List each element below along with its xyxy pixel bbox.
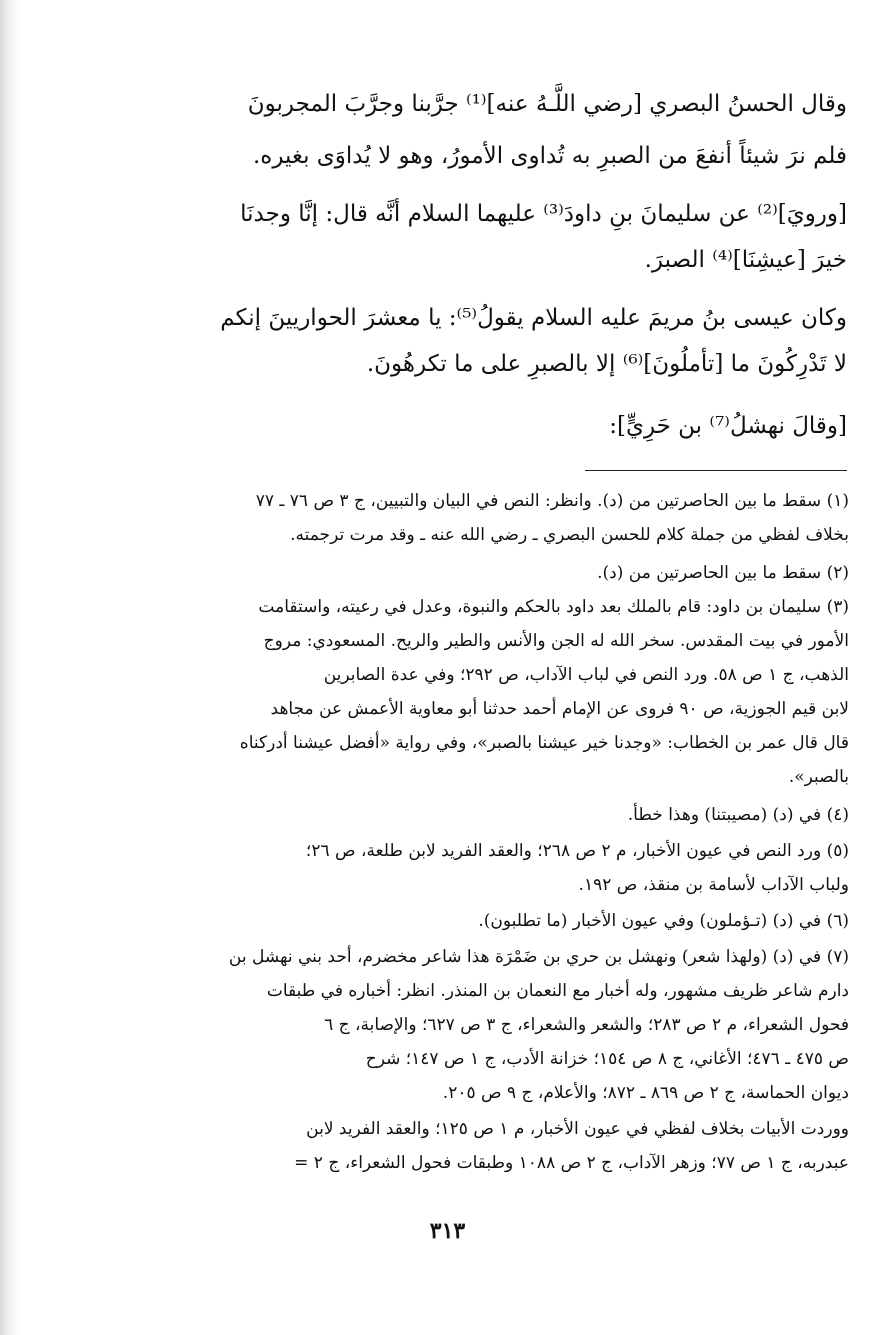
page-number: ٣١٣ bbox=[429, 1218, 466, 1244]
footnote-line: (٤) في (د) (مصيبتنا) وهذا خطأ. bbox=[627, 805, 849, 825]
main-line: وقال الحسنُ البصري [رضي اللَّـهُ عنه]⁽¹⁾ جرَّبنا وجرَّبَ المجربونَ bbox=[247, 91, 847, 117]
main-line: [ورويَ]⁽²⁾ عن سليمانَ بنِ داودَ⁽³⁾ عليهما السلام أنَّه قال: إنَّا وجدنَا bbox=[240, 201, 847, 227]
footnote-line: (٧) في (د) (ولهذا شعر) ونهشل بن حري بن ضَمْرَة هذا شاعر مخضرم، أحد بني نهشل بن bbox=[228, 947, 849, 967]
footnote-line: (١) سقط ما بين الحاصرتين من (د). وانظر: النص في البيان والتبيين، ج ٣ ص ٧٦ ـ ٧٧ bbox=[255, 491, 849, 511]
main-line: لا تَدْرِكُونَ ما [تأملُونَ]⁽⁶⁾ إلا بالصبرِ على ما تكرهُونَ. bbox=[366, 351, 847, 377]
main-line: وكان عيسى بنُ مريمَ عليه السلام يقولُ⁽⁵⁾: يا معشرَ الحواريينَ إنكم bbox=[220, 305, 847, 331]
scan-edge bbox=[0, 0, 20, 1335]
footnote-divider bbox=[585, 470, 847, 471]
footnote-line: (٦) في (د) (تـؤملون) وفي عيون الأخبار (ما تطلبون). bbox=[478, 911, 849, 931]
footnote-line: ووردت الأبيات بخلاف لفظي في عيون الأخبار، م ١ ص ١٢٥؛ والعقد الفريد لابن bbox=[306, 1119, 849, 1139]
main-line: خيرَ [عيشِنَا]⁽⁴⁾ الصبرَ. bbox=[644, 247, 847, 273]
footnote-line: فحول الشعراء، م ٢ ص ٢٨٣؛ والشعر والشعراء، ج ٣ ص ٦٢٧؛ والإصابة، ج ٦ bbox=[324, 1015, 849, 1035]
main-line: فلم نرَ شيئاً أنفعَ من الصبرِ به تُداوى الأمورُ، وهو لا يُداوَى بغيره. bbox=[252, 143, 847, 169]
footnote-line: قال قال عمر بن الخطاب: «وجدنا خير عيشنا بالصبر»، وفي رواية «أفضل عيشنا أدركناه bbox=[239, 733, 849, 753]
footnote-line: ص ٤٧٥ ـ ٤٧٦؛ الأغاني، ج ٨ ص ١٥٤؛ خزانة الأدب، ج ١ ص ١٤٧؛ شرح bbox=[365, 1049, 849, 1069]
footnote-line: بالصبر». bbox=[788, 767, 849, 787]
footnote-line: بخلاف لفظي من جملة كلام للحسن البصري ـ رضي الله عنه ـ وقد مرت ترجمته. bbox=[290, 525, 849, 545]
footnote-line: (٣) سليمان بن داود: قام بالملك بعد داود بالحكم والنبوة، وعدل في رعيته، واستقامت bbox=[258, 597, 849, 617]
footnote-line: لابن قيم الجوزية، ص ٩٠ فروى عن الإمام أحمد حدثنا أبو معاوية الأعمش عن مجاهد bbox=[270, 699, 849, 719]
footnote-line: عبدربه، ج ١ ص ٧٧؛ وزهر الآداب، ج ٢ ص ١٠٨٨ وطبقات فحول الشعراء، ج ٢ = bbox=[294, 1153, 849, 1173]
footnote-line: (٢) سقط ما بين الحاصرتين من (د). bbox=[597, 563, 849, 583]
footnote-line: الذهب، ج ١ ص ٥٨. ورد النص في لباب الآداب، ص ٢٩٢؛ وفي عدة الصابرين bbox=[323, 665, 849, 685]
footnote-line: دارم شاعر ظريف مشهور، وله أخبار مع النعمان بن المنذر. انظر: أخباره في طبقات bbox=[266, 981, 849, 1001]
main-line: [وقالَ نهشلُ⁽⁷⁾ بن حَرِيٍّ]: bbox=[609, 413, 847, 439]
footnote-line: الأمور في بيت المقدس. سخر الله له الجن والأنس والطير والريح. المسعودي: مروج bbox=[263, 631, 849, 651]
footnote-line: ديوان الحماسة، ج ٢ ص ٨٦٩ ـ ٨٧٢؛ والأعلام، ج ٩ ص ٢٠٥. bbox=[442, 1083, 849, 1103]
footnote-line: ولباب الآداب لأسامة بن منقذ، ص ١٩٢. bbox=[578, 875, 849, 895]
footnote-line: (٥) ورد النص في عيون الأخبار، م ٢ ص ٢٦٨؛ والعقد الفريد لابن طلعة، ص ٢٦؛ bbox=[305, 841, 849, 861]
